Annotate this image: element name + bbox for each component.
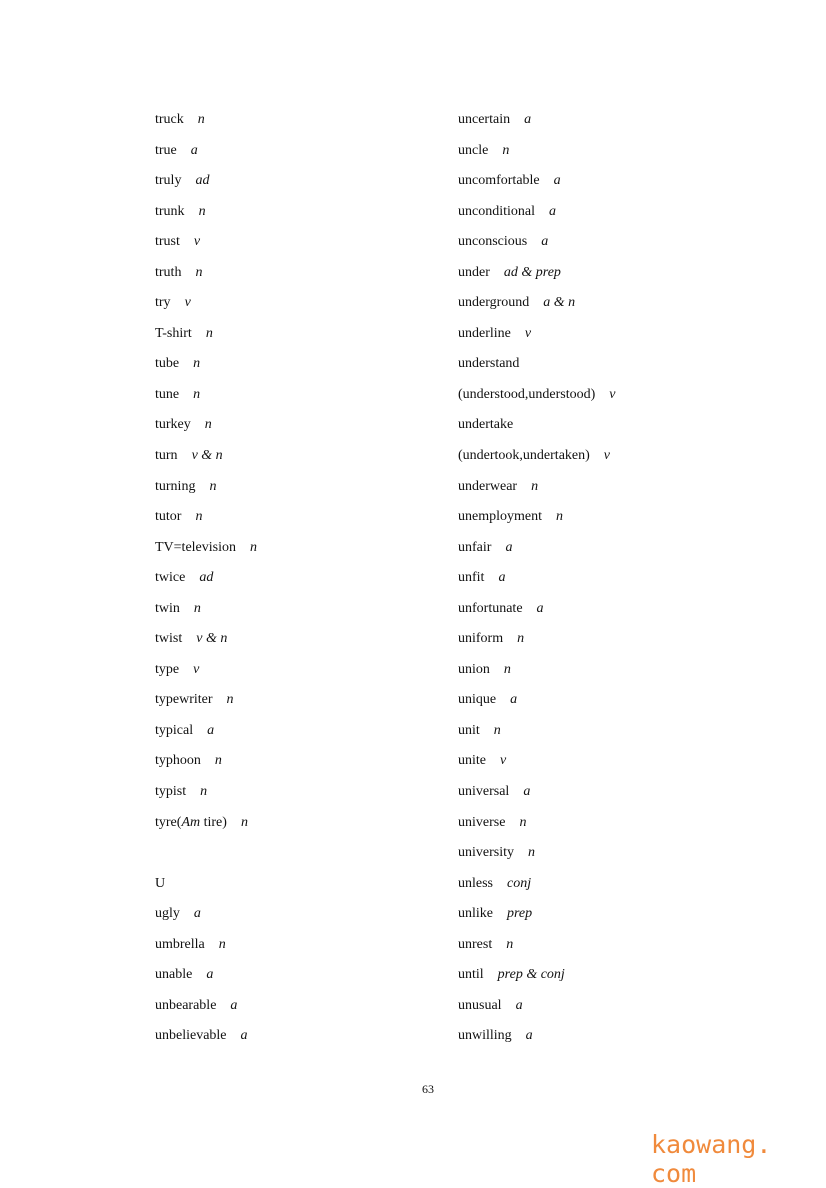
part-of-speech: n [218, 936, 226, 952]
vocab-word: university [458, 845, 514, 861]
vocab-word: unfit [458, 570, 485, 586]
left-word-column [155, 110, 257, 1057]
part-of-speech: a [541, 234, 549, 250]
part-of-speech: v [500, 753, 507, 769]
part-of-speech: n [200, 784, 208, 800]
vocab-entry [155, 141, 257, 172]
vocab-word: truck [155, 112, 184, 127]
vocab-word: unemployment [458, 509, 542, 525]
vocab-word: TV=television [155, 539, 236, 555]
vocab-entry [155, 202, 257, 233]
vocab-word: unconscious [458, 234, 528, 250]
part-of-speech: v [193, 661, 200, 677]
vocab-entry [458, 599, 615, 630]
vocab-entry [458, 996, 615, 1027]
part-of-speech: a [190, 142, 198, 158]
part-of-speech: n [195, 264, 203, 280]
part-of-speech: a [510, 692, 518, 708]
vocab-word: typical [155, 722, 194, 738]
vocab-entry [458, 141, 615, 172]
part-of-speech: a [525, 1028, 533, 1044]
vocab-entry [155, 599, 257, 630]
vocab-entry [458, 538, 615, 569]
vocab-entry [155, 965, 257, 996]
part-of-speech: a & n [543, 295, 576, 311]
vocab-word: until [458, 967, 484, 983]
vocab-entry [155, 1026, 257, 1057]
vocab-word: underline [458, 325, 511, 341]
part-of-speech: n [198, 203, 206, 219]
part-of-speech: n [214, 753, 222, 769]
part-of-speech: n [209, 478, 217, 494]
vocab-entry [458, 782, 615, 813]
vocab-entry [155, 354, 257, 385]
vocab-entry [458, 751, 615, 782]
part-of-speech: a [549, 203, 556, 219]
part-of-speech: n [226, 692, 234, 708]
vocab-entry [458, 477, 615, 508]
vocab-entry [155, 935, 257, 966]
vocab-word: true [155, 142, 177, 158]
vocab-entry [458, 232, 615, 263]
vocab-entry [458, 721, 615, 752]
vocab-entry [458, 1026, 615, 1057]
vocab-entry [155, 232, 257, 263]
vocab-entry [458, 874, 615, 905]
vocab-entry [458, 507, 615, 538]
part-of-speech: v [193, 234, 201, 250]
vocab-entry [155, 324, 257, 355]
part-of-speech: n [205, 325, 213, 341]
vocab-word: ugly [155, 906, 180, 922]
vocab-word: uncertain [458, 112, 511, 127]
vocab-word: T-shirt [155, 325, 192, 341]
vocab-word: unless [458, 875, 493, 891]
page-number: 63 [422, 1082, 434, 1096]
vocab-word: unbearable [155, 997, 217, 1013]
vocab-entry [458, 110, 615, 141]
vocab-entry [155, 385, 257, 416]
part-of-speech: a [240, 1028, 248, 1044]
vocab-word: U [155, 875, 166, 891]
vocab-word: universal [458, 784, 510, 800]
vocab-entry [155, 904, 257, 935]
vocab-word: (undertook,undertaken) [458, 448, 590, 464]
vocab-word: unrest [458, 936, 493, 952]
vocab-word: tyre(Am tire) [155, 814, 227, 830]
part-of-speech: a [524, 112, 532, 127]
vocab-entry [155, 629, 257, 660]
vocab-entry [458, 568, 615, 599]
part-of-speech: v & n [191, 448, 223, 464]
vocab-entry [155, 843, 257, 874]
part-of-speech: n [193, 600, 201, 616]
part-of-speech: n [250, 539, 257, 555]
vocab-entry [458, 660, 615, 691]
part-of-speech: a [206, 967, 214, 983]
part-of-speech: a [193, 906, 201, 922]
vocab-word: type [155, 661, 180, 677]
part-of-speech: a [498, 570, 506, 586]
vocab-word: unlike [458, 906, 493, 922]
vocab-word: unfortunate [458, 600, 523, 616]
part-of-speech: prep [507, 906, 533, 922]
vocab-word: unusual [458, 997, 502, 1013]
vocab-word: unable [155, 967, 193, 983]
part-of-speech: a [536, 600, 544, 616]
vocab-entry [155, 477, 257, 508]
vocab-entry [155, 446, 257, 477]
vocab-word: underground [458, 295, 530, 311]
part-of-speech: n [556, 509, 563, 525]
vocab-entry [155, 782, 257, 813]
part-of-speech: v [603, 448, 611, 464]
part-of-speech: n [493, 722, 501, 738]
vocab-entry [458, 690, 615, 721]
vocab-word: uncomfortable [458, 173, 540, 189]
vocab-entry [155, 568, 257, 599]
vocab-entry [155, 874, 257, 905]
vocab-word: universe [458, 814, 506, 830]
part-of-speech: n [506, 936, 514, 952]
vocab-entry [155, 538, 257, 569]
vocab-entry [458, 324, 615, 355]
part-of-speech: a [553, 173, 561, 189]
vocab-word: understand [458, 356, 520, 372]
vocab-word: unconditional [458, 203, 535, 219]
part-of-speech: n [528, 845, 535, 861]
part-of-speech: v [609, 386, 616, 402]
vocab-word: underwear [458, 478, 518, 494]
vocab-entry [155, 996, 257, 1027]
part-of-speech: n [195, 509, 203, 525]
vocab-entry [458, 935, 615, 966]
part-of-speech: v [184, 295, 191, 311]
vocab-word: unwilling [458, 1028, 512, 1044]
vocab-word: turn [155, 448, 178, 464]
part-of-speech: ad & prep [503, 264, 561, 280]
right-word-column [458, 110, 615, 1057]
vocab-entry [155, 293, 257, 324]
part-of-speech: n [193, 386, 201, 402]
vocab-word: trust [155, 234, 180, 250]
vocab-entry [458, 354, 615, 385]
part-of-speech: a [523, 784, 531, 800]
part-of-speech: n [531, 478, 539, 494]
vocab-word: unfair [458, 539, 492, 555]
vocab-entry [155, 171, 257, 202]
vocab-word: umbrella [155, 936, 205, 952]
vocab-word: twist [155, 631, 183, 647]
vocab-word: typewriter [155, 692, 213, 708]
vocab-word: try [155, 295, 171, 311]
vocab-word: (understood,understood) [458, 386, 596, 402]
vocab-word: typist [155, 784, 187, 800]
vocab-entry [155, 507, 257, 538]
vocab-entry [155, 415, 257, 446]
vocab-word: turkey [155, 417, 191, 433]
part-of-speech: n [519, 814, 527, 830]
vocab-word: turning [155, 478, 196, 494]
vocab-entry [458, 293, 615, 324]
part-of-speech: prep & conj [497, 967, 565, 983]
vocab-word: uncle [458, 142, 489, 158]
part-of-speech: ad [195, 173, 210, 189]
part-of-speech: a [230, 997, 238, 1013]
vocab-entry [458, 843, 615, 874]
vocab-word: tube [155, 356, 180, 372]
part-of-speech: n [193, 356, 201, 372]
vocab-entry [458, 813, 615, 844]
vocab-entry [458, 446, 615, 477]
part-of-speech: v [524, 325, 532, 341]
vocab-entry [458, 904, 615, 935]
vocab-word: undertake [458, 417, 514, 433]
vocab-entry [458, 629, 615, 660]
part-of-speech: n [197, 112, 205, 127]
vocab-entry [155, 721, 257, 752]
part-of-speech: n [517, 631, 525, 647]
part-of-speech: n [204, 417, 212, 433]
vocab-entry [458, 965, 615, 996]
part-of-speech: ad [199, 570, 214, 586]
vocab-word: twin [155, 600, 180, 616]
part-of-speech: a [505, 539, 513, 555]
part-of-speech: n [502, 142, 510, 158]
part-of-speech: n [240, 814, 248, 830]
vocab-word: unique [458, 692, 497, 708]
vocab-word: under [458, 264, 490, 280]
vocab-word: unbelievable [155, 1028, 227, 1044]
vocab-entry [458, 263, 615, 294]
vocab-word: truly [155, 173, 182, 189]
vocab-entry [155, 110, 257, 141]
vocab-word: twice [155, 570, 186, 586]
vocab-word: tune [155, 386, 180, 402]
vocab-word: trunk [155, 203, 185, 219]
part-of-speech: conj [507, 875, 532, 891]
vocab-word: union [458, 661, 490, 677]
vocab-word: tutor [155, 509, 182, 525]
vocab-entry [458, 202, 615, 233]
vocab-entry [458, 415, 615, 446]
vocab-word: typhoon [155, 753, 201, 769]
part-of-speech: a [207, 722, 215, 738]
vocab-entry [155, 690, 257, 721]
watermark-logo: kaowang. com [651, 1130, 772, 1188]
vocab-entry [458, 385, 615, 416]
vocab-word: unit [458, 722, 480, 738]
part-of-speech: v & n [196, 631, 228, 647]
vocab-entry [155, 751, 257, 782]
vocab-entry [155, 660, 257, 691]
vocab-word: truth [155, 264, 182, 280]
vocab-entry [458, 171, 615, 202]
vocab-entry [155, 263, 257, 294]
vocab-entry [155, 813, 257, 844]
part-of-speech: a [515, 997, 523, 1013]
vocab-word: uniform [458, 631, 504, 647]
vocab-word: unite [458, 753, 486, 769]
part-of-speech: n [503, 661, 511, 677]
